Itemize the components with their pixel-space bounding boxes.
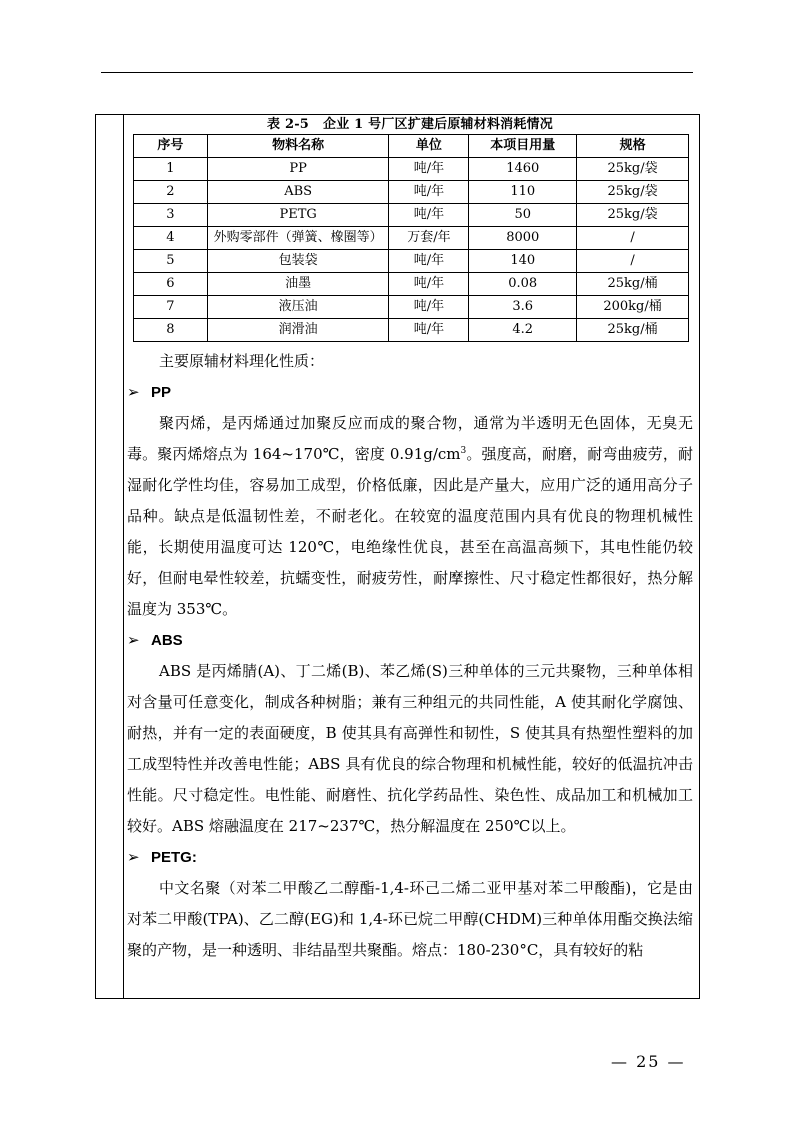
table-cell: 吨/年 bbox=[389, 250, 469, 273]
table-cell: 8000 bbox=[469, 227, 577, 250]
table-caption-number: 表 2-5 bbox=[267, 117, 310, 132]
frame-left-column-divider bbox=[123, 115, 124, 998]
table-cell: 25kg/袋 bbox=[577, 204, 689, 227]
table-row bbox=[134, 319, 689, 342]
table-cell: 吨/年 bbox=[389, 204, 469, 227]
table-cell: 110 bbox=[469, 181, 577, 204]
table-cell: ABS bbox=[207, 181, 389, 204]
table-cell: 4.2 bbox=[469, 319, 577, 342]
table-cell: 1460 bbox=[469, 158, 577, 181]
header-cell: 本项目用量 bbox=[469, 135, 577, 158]
table-row bbox=[134, 158, 689, 181]
properties-intro: 主要原辅材料理化性质： bbox=[159, 352, 325, 370]
table-cell: 润滑油 bbox=[207, 319, 389, 342]
table-cell: 外购零部件（弹簧、橡圈等） bbox=[207, 227, 389, 250]
table-cell: 液压油 bbox=[207, 296, 389, 319]
table-cell: 25kg/桶 bbox=[577, 273, 689, 296]
section-heading-petg bbox=[127, 842, 693, 873]
section-title: PETG: bbox=[151, 849, 197, 866]
table-cell: 吨/年 bbox=[389, 181, 469, 204]
table-cell: 25kg/袋 bbox=[577, 181, 689, 204]
petg-description: 中文名聚（对苯二甲酸乙二醇酯-1,4-环己二烯二亚甲基对苯二甲酸酯)，它是由对苯二甲酸(TPA)、乙二醇(EG)和 1,4-环已烷二甲醇(CHDM)三种单体用酯交换法缩聚的产物，是一种透明、非结晶型共聚酯。熔点：180-230°C，具有较好的粘 bbox=[127, 879, 693, 959]
section-heading-pp bbox=[127, 377, 693, 408]
table-cell: 油墨 bbox=[207, 273, 389, 296]
section-title: PP bbox=[151, 384, 172, 401]
table-cell: 25kg/袋 bbox=[577, 158, 689, 181]
header-cell: 序号 bbox=[134, 135, 208, 158]
table-row bbox=[134, 204, 689, 227]
table-cell: 万套/年 bbox=[389, 227, 469, 250]
content-frame bbox=[95, 114, 700, 999]
table-cell: 5 bbox=[134, 250, 208, 273]
table-cell: 200kg/桶 bbox=[577, 296, 689, 319]
materials-table bbox=[133, 134, 689, 342]
table-row bbox=[134, 181, 689, 204]
table-cell: 吨/年 bbox=[389, 319, 469, 342]
table-cell: PETG bbox=[207, 204, 389, 227]
table-cell: / bbox=[577, 227, 689, 250]
table-cell: 140 bbox=[469, 250, 577, 273]
table-cell: 3 bbox=[134, 204, 208, 227]
table-cell: 8 bbox=[134, 319, 208, 342]
table-cell: 0.08 bbox=[469, 273, 577, 296]
table-cell: 包装袋 bbox=[207, 250, 389, 273]
table-row bbox=[134, 273, 689, 296]
table-cell: 吨/年 bbox=[389, 296, 469, 319]
table-cell: 50 bbox=[469, 204, 577, 227]
table-header-row bbox=[134, 135, 689, 158]
table-cell: PP bbox=[207, 158, 389, 181]
header-cell: 单位 bbox=[389, 135, 469, 158]
section-title: ABS bbox=[151, 632, 183, 649]
section-heading-abs bbox=[127, 625, 693, 656]
table-row bbox=[134, 296, 689, 319]
pp-text-part2: 。强度高，耐磨，耐弯曲疲劳，耐湿耐化学性均佳，容易加工成型，价格低廉，因此是产量大，应用广泛的通用高分子品种。缺点是低温韧性差，不耐老化。在较宽的温度范围内具有优良的物理机械性能，长期使用温度可达 120℃，电绝缘性优良，甚至在高温高频下，其电性能仍较好，但耐电晕性较差，抗蠕变性，耐疲劳性，耐摩擦性、尺寸稳定性都很好，热分解温度为 353℃。 bbox=[127, 445, 693, 618]
table-cell: 3.6 bbox=[469, 296, 577, 319]
header-cell: 规格 bbox=[577, 135, 689, 158]
arrow-bullet-icon: ➢ bbox=[127, 632, 140, 649]
table-row bbox=[134, 250, 689, 273]
table-cell: 吨/年 bbox=[389, 273, 469, 296]
table-cell: 4 bbox=[134, 227, 208, 250]
table-cell: 2 bbox=[134, 181, 208, 204]
abs-description: ABS 是丙烯腈(A)、丁二烯(B)、苯乙烯(S)三种单体的三元共聚物，三种单体相对含量可任意变化，制成各种树脂；兼有三种组元的共同性能，A 使其耐化学腐蚀、耐热，并有一定的表面硬度，B 使其具有高弹性和韧性，S 使其具有热塑性塑料的加工成型特性并改善电性能；ABS 具有优良的综合物理和机械性能，较好的低温抗冲击性能。尺寸稳定性。电性能、耐磨性、抗化学药品性、染色性、成品加工和机械加工较好。ABS 熔融温度在 217~237℃，热分解温度在 250℃以上。 bbox=[127, 662, 693, 835]
frame-content bbox=[127, 115, 693, 966]
table-caption-title: 企业 1 号厂区扩建后原辅材料消耗情况 bbox=[323, 117, 553, 132]
pp-text-part1: 聚丙烯，是丙烯通过加聚反应而成的聚合物，通常为半透明无色固体，无臭无毒。聚丙烯熔点为 164~170℃，密度 0.91g/cm bbox=[127, 414, 693, 463]
table-cell: 吨/年 bbox=[389, 158, 469, 181]
table-row bbox=[134, 227, 689, 250]
pp-superscript: 3 bbox=[460, 446, 467, 456]
table-cell: 7 bbox=[134, 296, 208, 319]
pp-description bbox=[127, 408, 693, 625]
arrow-bullet-icon: ➢ bbox=[127, 384, 140, 401]
page-number: — 25 — bbox=[611, 1052, 686, 1071]
table-cell: 6 bbox=[134, 273, 208, 296]
table-caption bbox=[127, 115, 693, 134]
header-cell: 物料名称 bbox=[207, 135, 389, 158]
header-rule bbox=[101, 72, 693, 73]
table-cell: 25kg/桶 bbox=[577, 319, 689, 342]
arrow-bullet-icon: ➢ bbox=[127, 849, 140, 866]
table-cell: 1 bbox=[134, 158, 208, 181]
table-cell: / bbox=[577, 250, 689, 273]
